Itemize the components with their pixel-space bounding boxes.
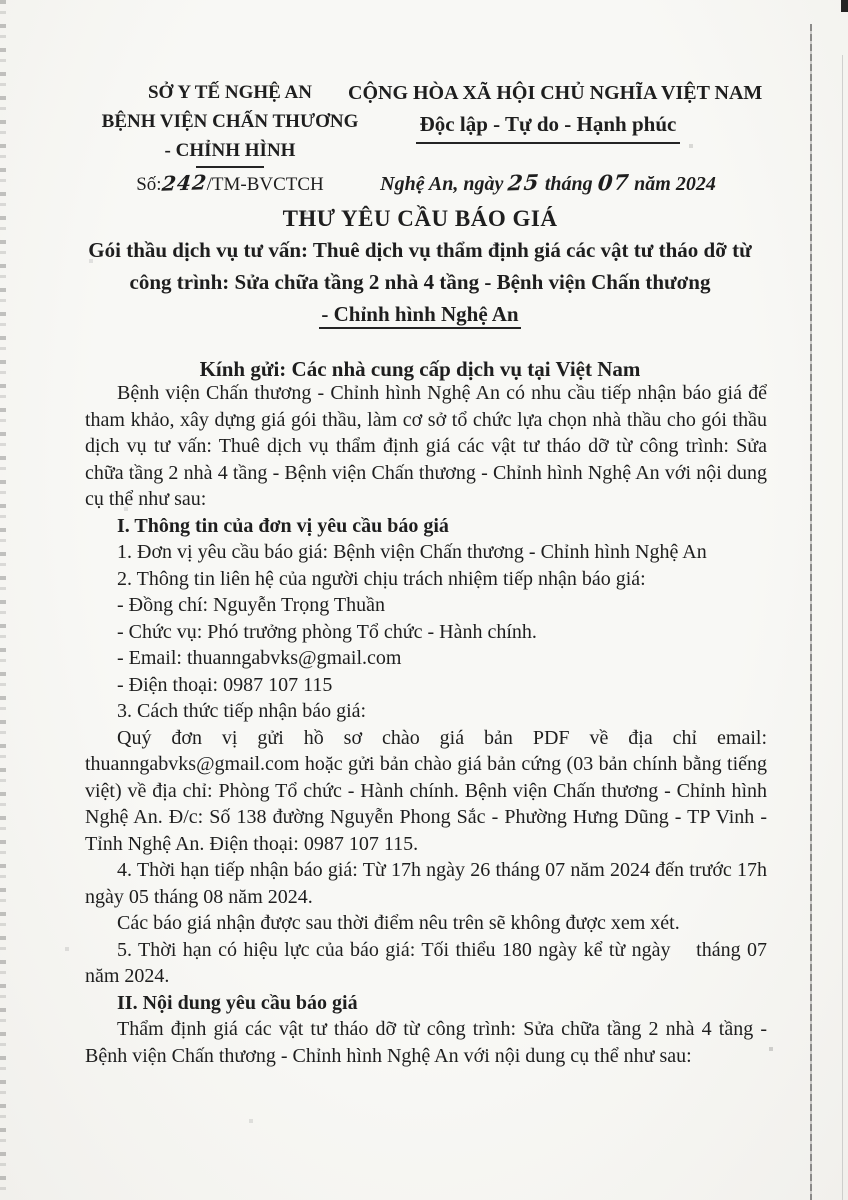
place-date-line — [348, 170, 748, 196]
date-day-handwritten: 25 — [507, 169, 541, 196]
title-block — [62, 204, 778, 382]
scan-corner-artifact-top-right — [841, 0, 848, 12]
item-4-deadline: 4. Thời hạn tiếp nhận báo giá: Từ 17h ngày 26 tháng 07 năm 2024 đến trước 17h ngày 05 tháng 08 năm 2024. — [85, 859, 767, 908]
contact-phone: - Điện thoại: 0987 107 115 — [117, 673, 333, 696]
org-name-line1: BỆNH VIỆN CHẤN THƯƠNG — [101, 111, 359, 132]
item-5-validity: 5. Thời hạn có hiệu lực của báo giá: Tối thiểu 180 ngày kể từ ngày tháng 07 năm 2024. — [85, 938, 767, 987]
scan-noise-speckles — [0, 0, 2, 2]
document-subtitle-line2: công trình: Sửa chữa tầng 2 nhà 4 tầng - Bệnh viện Chấn thương — [129, 270, 711, 294]
document-subtitle-line3: - Chỉnh hình Nghệ An — [319, 302, 520, 329]
contact-name: - Đồng chí: Nguyễn Trọng Thuần — [117, 594, 385, 616]
document-number-suffix: /TM-BVCTCH — [206, 174, 324, 195]
document-number-handwritten: 242 — [160, 170, 208, 196]
item-1-requesting-unit: 1. Đơn vị yêu cầu báo giá: Bệnh viện Chấn thương - Chỉnh hình Nghệ An — [117, 541, 707, 563]
org-name-line2: - CHỈNH HÌNH — [164, 140, 296, 161]
issuing-org-block — [88, 78, 372, 198]
org-parent-name: SỞ Y TẾ NGHỆ AN — [147, 82, 312, 103]
document-number — [88, 170, 372, 198]
salutation: Kính gửi: Các nhà cung cấp dịch vụ tại Việt Nam — [199, 357, 641, 381]
scan-line-artifact-right-faint — [842, 55, 843, 1200]
scan-edge-artifact-left — [0, 0, 6, 1200]
item-3-detail: Quý đơn vị gửi hồ sơ chào giá bản PDF về địa chỉ email: thuanngabvks@gmail.com hoặc gửi bản chào giá bản cứng (03 bản chính bằng tiếng việt) về địa chỉ: Phòng Tổ chức - Hành chính. Bệnh viện Chấn thương - Chỉnh hình Nghệ An. Đ/c: Số 138 đường Nguyễn Phong Sắc - Phường Hưng Dũng - TP Vinh - Tỉnh Nghệ An. Điện thoại: 0987 107 115. — [85, 726, 767, 855]
item-3-method: 3. Cách thức tiếp nhận báo giá: — [117, 700, 367, 722]
section-2-detail: Thẩm định giá các vật tư tháo dỡ từ công trình: Sửa chữa tầng 2 nhà 4 tầng - Bệnh viện Chấn thương - Chỉnh hình Nghệ An với nội dung cụ thể như sau: — [85, 1018, 767, 1067]
section-1-heading: I. Thông tin của đơn vị yêu cầu báo giá — [117, 514, 449, 537]
national-title: CỘNG HÒA XÃ HỘI CHỦ NGHĨA VIỆT NAM — [348, 82, 763, 104]
item-2-contact-info: 2. Thông tin liên hệ của người chịu trách nhiệm tiếp nhận báo giá: — [117, 567, 646, 590]
motto-underline — [416, 142, 680, 144]
date-mid: tháng — [539, 173, 598, 195]
intro-paragraph: Bệnh viện Chấn thương - Chỉnh hình Nghệ An có nhu cầu tiếp nhận báo giá để tham khảo, xây dựng giá gói thầu, làm cơ sở tổ chức lựa chọn nhà thầu cho gói thầu dịch vụ tư vấn: Thuê dịch vụ thẩm định giá các vật tư tháo dỡ từ công trình: Sửa chữa tầng 2 nhà 4 tầng - Bệnh viện Chấn thương - Chỉnh hình Nghệ An với nội dung cụ thể như sau: — [85, 382, 767, 510]
national-header-block — [348, 78, 763, 196]
document-number-prefix: Số: — [136, 174, 162, 195]
national-motto: Độc lập - Tự do - Hạnh phúc — [419, 112, 677, 136]
document-title: THƯ YÊU CẦU BÁO GIÁ — [282, 206, 558, 231]
document-body — [85, 380, 767, 1069]
section-2-heading: II. Nội dung yêu cầu báo giá — [117, 991, 358, 1014]
org-name-underline — [196, 166, 264, 168]
date-month-handwritten: 07 — [596, 169, 631, 196]
item-4-note: Các báo giá nhận được sau thời điểm nêu trên sẽ không được xem xét. — [117, 912, 680, 934]
document-subtitle-line3-wrap — [62, 298, 778, 330]
scan-line-artifact-right — [810, 24, 812, 1200]
date-prefix: Nghệ An, ngày — [380, 173, 509, 195]
document-subtitle-line1: Gói thầu dịch vụ tư vấn: Thuê dịch vụ thẩm định giá các vật tư tháo dỡ từ — [88, 238, 752, 262]
contact-email: - Email: thuanngabvks@gmail.com — [117, 647, 402, 669]
date-suffix: năm 2024 — [629, 173, 716, 195]
contact-title: - Chức vụ: Phó trưởng phòng Tổ chức - Hành chính. — [117, 620, 537, 643]
